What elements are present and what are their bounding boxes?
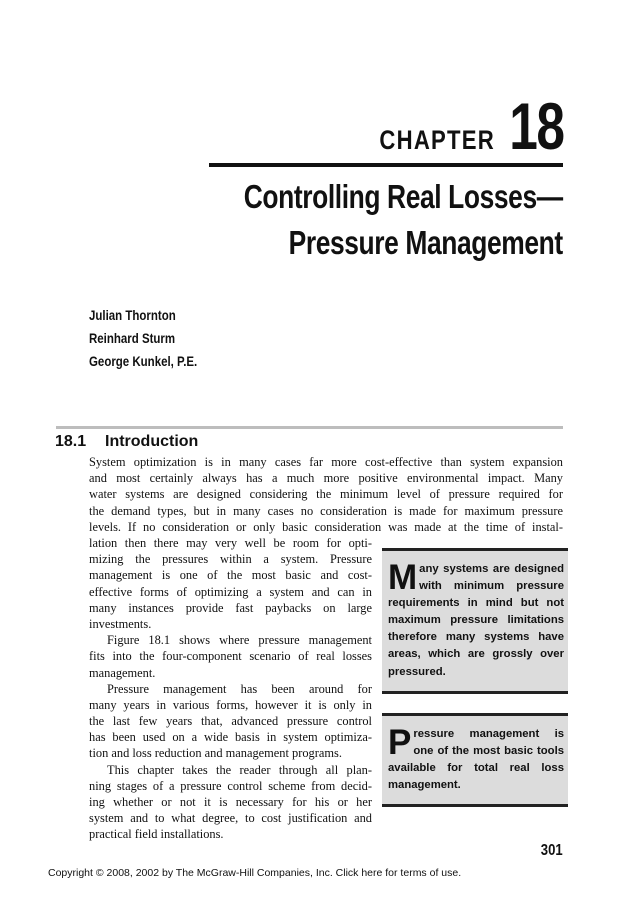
- body-column: [89, 535, 372, 843]
- text-line: ning stages of a pressure control scheme from decid-: [89, 778, 372, 793]
- sidebar-callout-1: [382, 548, 568, 694]
- page-number: 301: [541, 842, 563, 859]
- text-line: and most certainly always has a much more positive environmental impact. Many: [89, 471, 563, 486]
- section-number: 18.1: [55, 433, 87, 450]
- section-heading: [55, 433, 198, 451]
- chapter-title-line2: Pressure Management: [288, 224, 563, 261]
- text-line: System optimization is in many cases far more cost-effective than system expansion: [89, 455, 563, 469]
- text-line: the demand types, but in many cases no consideration is made for maximum pressure: [89, 503, 563, 518]
- text-line: tion and loss reduction and management programs.: [89, 746, 342, 761]
- copyright-notice[interactable]: Copyright © 2008, 2002 by The McGraw-Hill Companies, Inc. Click here for terms of use.: [48, 867, 462, 879]
- author-list: [89, 304, 197, 373]
- text-line: lation then there may very well be room for opti-: [89, 536, 372, 550]
- text-line: management is one of the most basic and cost-: [89, 568, 372, 583]
- callout-line: areas, which are grossly over: [388, 648, 564, 661]
- chapter-rule: [209, 163, 563, 167]
- text-line: effective forms of optimizing a system and can in: [89, 584, 372, 599]
- text-line: levels. If no consideration or only basic consideration was made at the time of instal-: [89, 519, 563, 534]
- callout-line: any systems are designed: [419, 563, 564, 575]
- text-line: Figure 18.1 shows where pressure management: [107, 633, 372, 648]
- text-line: Pressure management has been around for: [107, 681, 372, 696]
- callout-line: maximum pressure limitations: [388, 614, 564, 627]
- text-line: many years in various forms, however it is only in: [89, 697, 372, 712]
- chapter-title: [244, 174, 563, 266]
- text-line: fits into the four-component scenario of real losses: [89, 649, 372, 664]
- author: Julian Thornton: [89, 307, 176, 323]
- text-line: investments.: [89, 616, 152, 631]
- section-title: Introduction: [105, 433, 199, 450]
- chapter-title-line1: Controlling Real Losses—: [244, 178, 563, 215]
- text-line: management.: [89, 665, 156, 680]
- drop-cap: P: [388, 723, 412, 762]
- text-line: has been used on a wide basis in system optimiza-: [89, 730, 372, 745]
- callout-line: with minimum pressure: [419, 580, 564, 593]
- callout-line: available for total real loss: [388, 762, 564, 775]
- text-line: water systems are designed considering the minimum level of pressure required for: [89, 487, 563, 502]
- text-line: the last few years that, advanced pressure control: [89, 714, 372, 729]
- callout-line: pressured.: [388, 665, 446, 678]
- callout-line: one of the most basic tools: [413, 745, 564, 758]
- text-line: many instances provide fast paybacks on large: [89, 600, 372, 615]
- chapter-number: 18: [508, 89, 563, 163]
- drop-cap: M: [388, 558, 418, 597]
- callout-line: management.: [388, 779, 461, 792]
- text-line: system and to what degree, to cost justification and: [89, 811, 372, 826]
- callout-line: ressure management is: [413, 728, 564, 740]
- author: Reinhard Sturm: [89, 330, 176, 346]
- text-line: ing whether or not it is necessary for his or her: [89, 795, 372, 809]
- sidebar-callout-2: [382, 713, 568, 807]
- text-line: mizing the pressures within a system. Pressure: [89, 552, 372, 567]
- intro-paragraph: [89, 454, 563, 535]
- author: George Kunkel, P.E.: [89, 353, 198, 369]
- text-line: This chapter takes the reader through all plan-: [107, 762, 372, 777]
- callout-line: requirements in mind but not: [388, 597, 564, 610]
- text-line: practical field installations.: [89, 827, 224, 842]
- section-rule: [56, 426, 563, 429]
- callout-line: therefore many systems have: [388, 631, 564, 644]
- chapter-label: CHAPTER: [379, 125, 495, 155]
